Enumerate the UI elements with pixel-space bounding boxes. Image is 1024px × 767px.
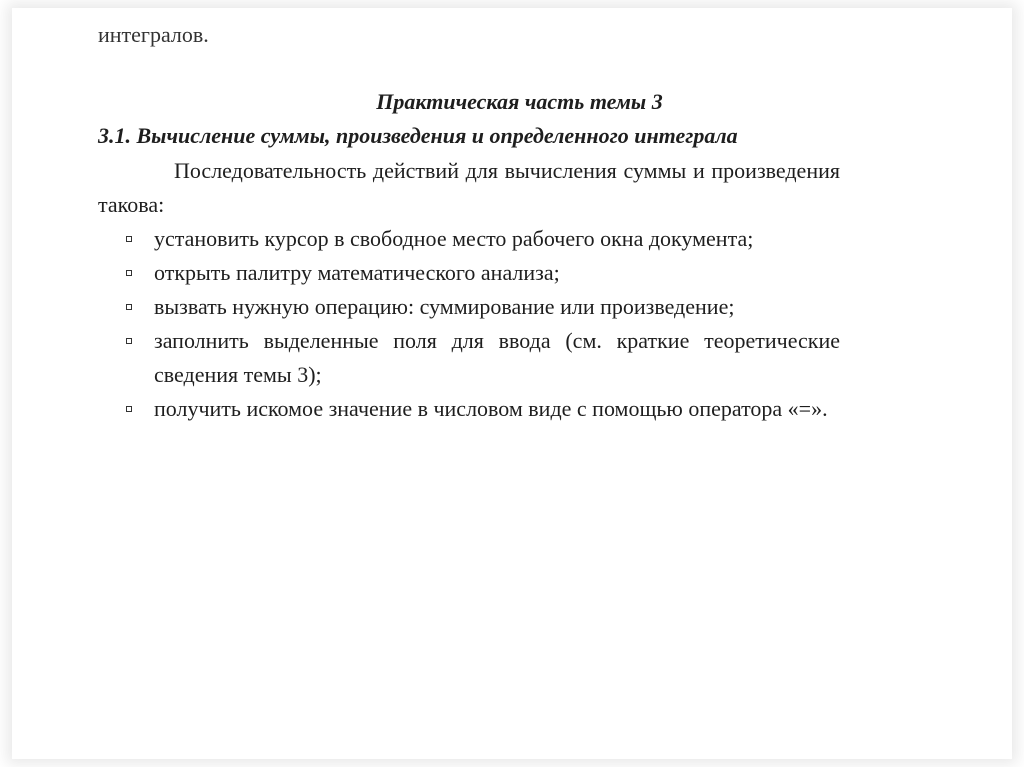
list-item	[98, 222, 840, 256]
square-bullet-icon	[126, 236, 132, 242]
list-item	[98, 392, 840, 426]
square-bullet-icon	[126, 338, 132, 344]
list-item	[98, 324, 840, 392]
subsection-heading: 3.1. Вычисление суммы, произведения и определенного интеграла	[98, 123, 738, 148]
list-item-text: установить курсор в свободное место рабочего окна документа;	[154, 226, 754, 251]
list-item	[98, 290, 840, 324]
cut-off-text-line: интегралов.	[98, 31, 209, 47]
steps-list	[98, 222, 840, 426]
list-item-text: вызвать нужную операцию: суммирование или произведение;	[154, 294, 735, 319]
section-heading: Практическая часть темы 3	[376, 89, 663, 114]
list-item	[98, 256, 840, 290]
list-item-text: открыть палитру математического анализа;	[154, 260, 560, 285]
list-item-text: заполнить выделенные поля для ввода (см. краткие теоретические	[154, 328, 840, 353]
list-item-text: получить искомое значение в числовом виде с помощью оператора «=».	[154, 396, 828, 421]
square-bullet-icon	[126, 406, 132, 412]
square-bullet-icon	[126, 270, 132, 276]
list-item-text-continued: сведения темы 3);	[154, 362, 322, 387]
intro-paragraph: Последовательность действий для вычисления суммы и произведения такова:	[98, 158, 840, 217]
square-bullet-icon	[126, 304, 132, 310]
